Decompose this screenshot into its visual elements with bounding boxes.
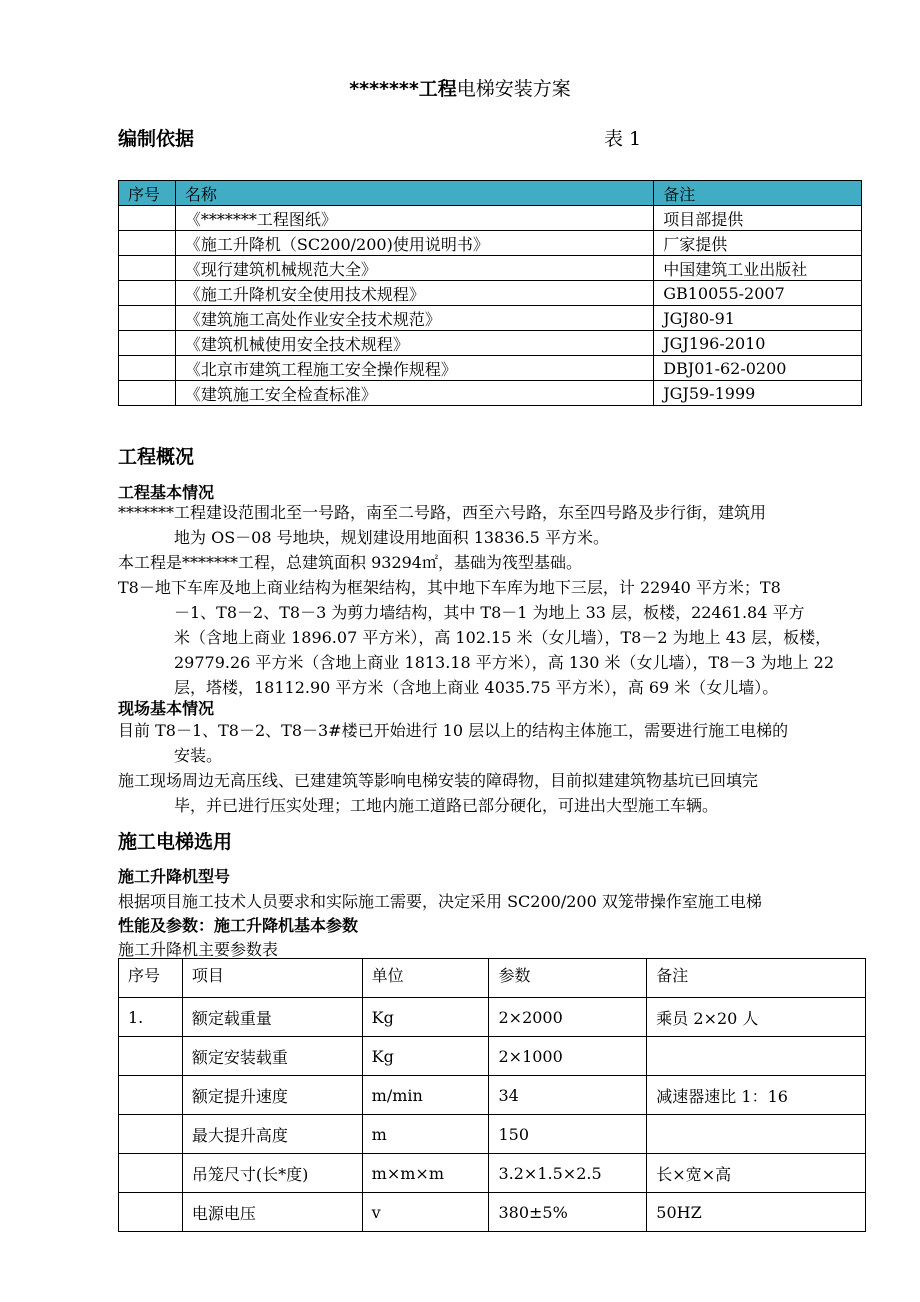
selection-heading: 施工电梯选用 [118,831,233,853]
title-stars: ******* [349,78,419,100]
header-cell: 备注 [654,181,862,206]
title-rest: 电梯安装方案 [456,78,571,100]
table-cell [119,1115,183,1154]
table-row [119,381,862,406]
document-title [0,74,920,101]
table-row [119,1154,866,1193]
table-cell: GB10055-2007 [654,281,862,306]
table-cell: 《施工升降机（SC200/200)使用说明书》 [175,231,653,256]
table-cell: 《建筑施工高处作业安全技术规范》 [175,306,653,331]
table-cell: JGJ196-2010 [654,331,862,356]
table-cell: 34 [489,1076,647,1115]
table-cell [119,331,176,356]
table-cell [119,206,176,231]
overview-heading: 工程概况 [118,446,195,468]
table-label: 表 1 [604,128,642,150]
table-row [119,306,862,331]
table-cell [119,1076,183,1115]
table-cell: v [362,1193,489,1232]
paragraph-line: *******工程建设范围北至一号路，南至二号路，西至六号路，东至四号路及步行街，建筑用 [118,503,767,522]
table-cell: 最大提升高度 [182,1115,362,1154]
table-cell: 厂家提供 [654,231,862,256]
table-cell: 额定提升速度 [182,1076,362,1115]
table-cell: 2×2000 [489,998,647,1037]
table-row [119,231,862,256]
paragraph [118,500,860,700]
params-heading: 性能及参数：施工升降机基本参数 [118,916,359,935]
header-cell: 项目 [182,959,362,998]
table-cell: DBJ01-62-0200 [654,356,862,381]
model-heading: 施工升降机型号 [118,867,231,886]
header-cell: 序号 [119,959,183,998]
table-cell [119,1037,183,1076]
table-cell: 减速器速比 1：16 [647,1076,866,1115]
table-cell: 150 [489,1115,647,1154]
table-cell: 《现行建筑机械规范大全》 [175,256,653,281]
table-cell: 中国建筑工业出版社 [654,256,862,281]
table-cell: 《施工升降机安全使用技术规程》 [175,281,653,306]
table-row [119,1037,866,1076]
table-caption: 施工升降机主要参数表 [118,940,279,959]
table-cell: m×m×m [362,1154,489,1193]
table-row [119,356,862,381]
table-cell: 项目部提供 [654,206,862,231]
reference-table [118,180,862,406]
paragraph-line: 地为 OS－08 号地块，规划建设用地面积 13836.5 平方米。 [174,528,609,547]
table-cell: Kg [362,1037,489,1076]
header-cell: 单位 [362,959,489,998]
table-cell: 1. [119,998,183,1037]
table-cell [647,1037,866,1076]
table-row [119,206,862,231]
paragraph-line: 本工程是*******工程，总建筑面积 93294㎡，基础为筏型基础。 [118,553,582,572]
table-row [119,1115,866,1154]
header-cell: 序号 [119,181,176,206]
paragraph-line: 施工现场周边无高压线、已建建筑等影响电梯安装的障碍物，目前拟建建筑物基坑已回填完 [118,771,759,790]
table-header-row [119,181,862,206]
table-row [119,1076,866,1115]
table-cell: 长×宽×高 [647,1154,866,1193]
title-bold: 工程 [418,78,457,100]
paragraph-line: －1、T8－2、T8－3 为剪力墙结构，其中 T8－1 为地上 33 层，板楼，22461.84 平方 [174,603,805,622]
table-row [119,1193,866,1232]
paragraph-line: 层，塔楼，18112.90 平方米（含地上商业 4035.75 平方米），高 69 米（女儿墙）。 [174,678,779,697]
table-cell: JGJ80-91 [654,306,862,331]
table-cell: 额定载重量 [182,998,362,1037]
table-cell: JGJ59-1999 [654,381,862,406]
table-cell: 额定安装载重 [182,1037,362,1076]
paragraph [118,718,860,818]
paragraph-line: 毕，并已进行压实处理；工地内施工道路已部分硬化，可进出大型施工车辆。 [174,796,719,815]
table-row [119,998,866,1037]
table-cell: 乘员 2×20 人 [647,998,866,1037]
table-cell [119,231,176,256]
table-cell: m/min [362,1076,489,1115]
table-cell [119,1154,183,1193]
header-cell: 备注 [647,959,866,998]
paragraph-line: 目前 T8－1、T8－2、T8－3#楼已开始进行 10 层以上的结构主体施工，需要进行施工电梯的 [118,721,789,740]
paragraph-line: 米（含地上商业 1896.07 平方米），高 102.15 米（女儿墙），T8－2 为地上 43 层，板楼， [174,628,832,647]
table-cell [119,256,176,281]
paragraph-line: 29779.26 平方米（含地上商业 1813.18 平方米），高 130 米（女儿墙），T8－3 为地上 22 [174,653,835,672]
table-cell: 吊笼尺寸(长*度) [182,1154,362,1193]
table-cell: m [362,1115,489,1154]
header-cell: 参数 [489,959,647,998]
table-cell: 3.2×1.5×2.5 [489,1154,647,1193]
table-cell: 50HZ [647,1193,866,1232]
table-cell: 380±5% [489,1193,647,1232]
table-cell [119,281,176,306]
model-text: 根据项目施工技术人员要求和实际施工需要，决定采用 SC200/200 双笼带操作室施工电梯 [118,892,762,911]
site-info-heading: 现场基本情况 [118,699,215,718]
paragraph-line: T8－地下车库及地上商业结构为框架结构，其中地下车库为地下三层，计 22940 平方米；T8 [118,578,781,597]
table-cell: 《建筑施工安全检查标准》 [175,381,653,406]
table-cell: 2×1000 [489,1037,647,1076]
table-cell [119,356,176,381]
table-cell [119,306,176,331]
table-cell: 电源电压 [182,1193,362,1232]
table-row [119,256,862,281]
basis-heading: 编制依据 [118,128,195,150]
table-cell: 《*******工程图纸》 [175,206,653,231]
table-row [119,281,862,306]
table-cell: 《建筑机械使用安全技术规程》 [175,331,653,356]
table-cell [647,1115,866,1154]
paragraph-line: 安装。 [174,746,223,765]
table-cell [119,381,176,406]
table-row [119,331,862,356]
header-cell: 名称 [175,181,653,206]
table-cell: 《北京市建筑工程施工安全操作规程》 [175,356,653,381]
parameter-table [118,958,866,1232]
basic-info-heading: 工程基本情况 [118,483,215,502]
table-header-row [119,959,866,998]
table-cell: Kg [362,998,489,1037]
table-cell [119,1193,183,1232]
